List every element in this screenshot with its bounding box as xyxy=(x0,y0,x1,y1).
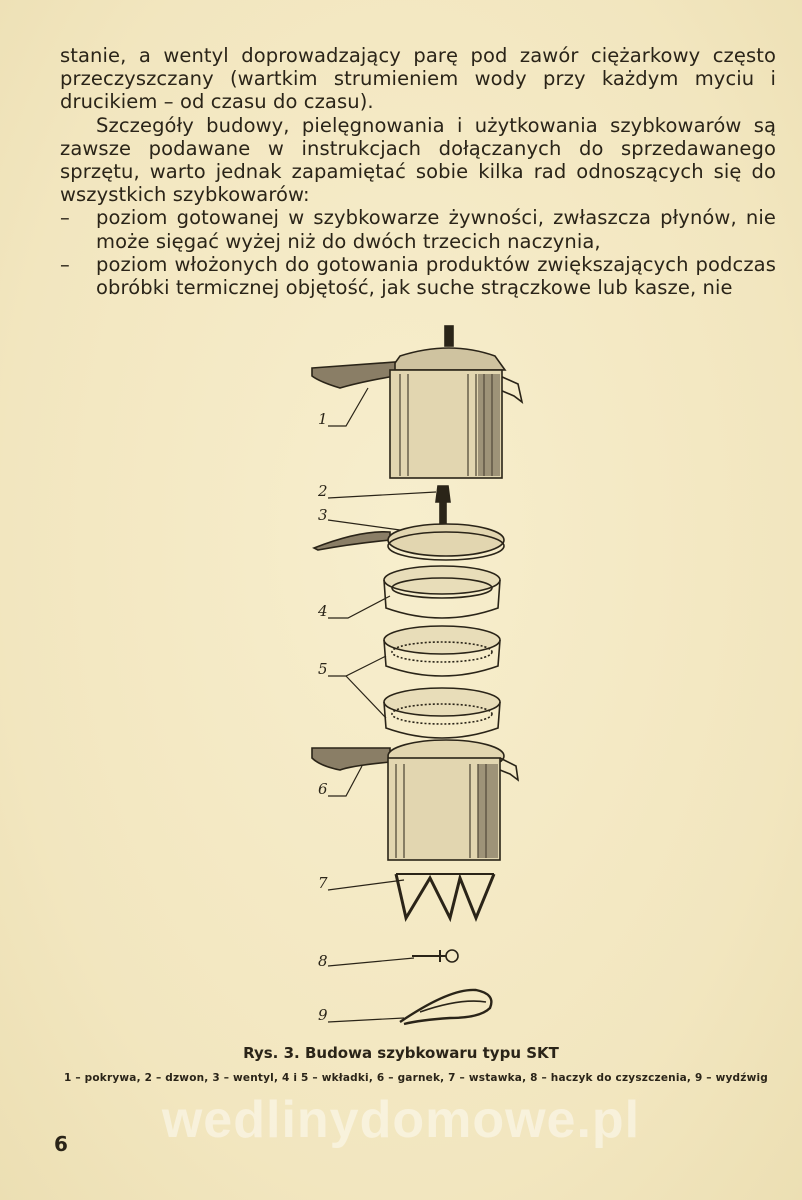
body-text xyxy=(60,44,776,299)
list-item-text: poziom włożonych do gotowania produktów zwiększających podczas obróbki termicznej objętość, jak suche strączkowe lub kasze, nie xyxy=(96,252,776,300)
list-item xyxy=(60,206,776,252)
list-item-text: poziom gotowanej w szybkowarze żywności, zwłaszcza płynów, nie może sięgać wyżej niż do dwóch trzecich naczynia, xyxy=(96,206,776,253)
pressure-cooker-illustration xyxy=(300,318,540,1038)
insert-4-drawing xyxy=(384,566,500,618)
list-dash: – xyxy=(60,206,70,230)
page-number: 6 xyxy=(54,1132,68,1156)
paragraph-1: stanie, a wentyl doprowadzający parę pod zawór ciężarkowy często przeczyszczany (wartkim strumieniem wody przy każdym myciu i drucikiem – od czasu do czasu). xyxy=(60,44,776,114)
list-dash: – xyxy=(60,252,70,276)
figure-caption: Rys. 3. Budowa szybkowaru typu SKT xyxy=(243,1044,559,1062)
watermark: wedlinydomowe.pl xyxy=(161,1091,641,1149)
figure-label-3: 3 xyxy=(318,506,328,524)
weight-bell-drawing xyxy=(436,486,450,528)
figure-label-8: 8 xyxy=(318,952,328,970)
lifter-drawing xyxy=(400,990,491,1024)
list-item xyxy=(60,253,776,299)
figure-label-5: 5 xyxy=(318,660,328,678)
figure-label-1: 1 xyxy=(318,410,328,428)
figure-label-2: 2 xyxy=(318,482,328,500)
insert-5-drawing xyxy=(384,626,500,738)
figure-legend: 1 – pokrywa, 2 – dzwon, 3 – wentyl, 4 i 5 – wkładki, 6 – garnek, 7 – wstawka, 8 – haczyk do czyszczenia, 9 – wydźwig xyxy=(63,1072,768,1084)
figure-label-6: 6 xyxy=(318,780,328,798)
lid-drawing xyxy=(314,524,504,560)
assembled-cooker-drawing xyxy=(312,326,522,478)
stand-drawing xyxy=(396,874,494,918)
figure-label-4: 4 xyxy=(318,602,328,620)
cleaning-hook-drawing xyxy=(412,950,458,962)
figure-label-9: 9 xyxy=(318,1006,328,1024)
pot-drawing xyxy=(312,740,518,860)
figure-label-7: 7 xyxy=(318,874,328,892)
paragraph-2: Szczegóły budowy, pielęgnowania i użytkowania szybkowarów są zawsze podawane w instrukcjach dołączanych do sprzedawanego sprzętu, warto jednak zapamiętać sobie kilka rad odnoszących się do wszystkich szybkowarów: xyxy=(60,113,776,207)
